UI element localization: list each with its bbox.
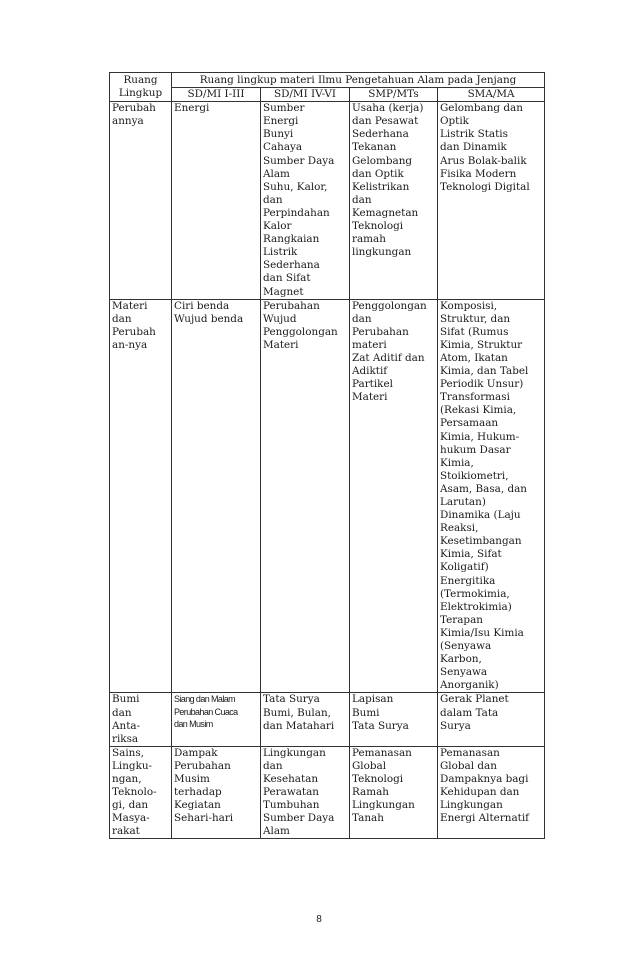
content-cell: Sumber Energi Bunyi Cahaya Sumber Daya Alam Suhu, Kalor, dan Perpindahan Kalor Rangkaian Listrik Sederhana dan Sifat Magnet: [261, 102, 350, 299]
content-cell: Siang dan Malam Perubahan Cuaca dan Musim: [172, 693, 261, 746]
content-cell: Energi: [172, 102, 261, 299]
content-cell: Dampak Perubahan Musim terhadap Kegiatan Sehari-hari: [172, 746, 261, 839]
content-cell: Penggolongan dan Perubahan materi Zat Aditif dan Adiktif Partikel Materi: [350, 299, 438, 693]
content-cell: Gerak Planet dalam Tata Surya: [438, 693, 545, 746]
scope-cell: Sains, Lingku- ngan, Teknolo- gi, dan Masya- rakat: [110, 746, 172, 839]
scope-cell: Perubah annya: [110, 102, 172, 299]
content-cell: Tata Surya Bumi, Bulan, dan Matahari: [261, 693, 350, 746]
scope-cell: Bumi dan Anta- riksa: [110, 693, 172, 746]
header-level-sd-1-3: SD/MI I-III: [172, 88, 261, 102]
header-scope: Ruang Lingkup: [110, 73, 172, 102]
content-cell: Lingkungan dan Kesehatan Perawatan Tumbuhan Sumber Daya Alam: [261, 746, 350, 839]
table-row: [110, 299, 545, 693]
content-cell: Pemanasan Global dan Dampaknya bagi Kehidupan dan Lingkungan Energi Alternatif: [438, 746, 545, 839]
content-cell: Usaha (kerja) dan Pesawat Sederhana Tekanan Gelombang dan Optik Kelistrikan dan Kemagnetan Teknologi ramah lingkungan: [350, 102, 438, 299]
curriculum-scope-table: [109, 72, 545, 839]
content-cell: Komposisi, Struktur, dan Sifat (Rumus Kimia, Struktur Atom, Ikatan Kimia, dan Tabel Periodik Unsur) Transformasi (Rekasi Kimia, Persamaan Kimia, Hukum- hukum Dasar Kimia, Stoikiometri, Asam, Basa, dan Larutan) Dinamika (Laju Reaksi, Kesetimbangan Kimia, Sifat Koligatif) Energitika (Termokimia, Elektrokimia) Terapan Kimia/Isu Kimia (Senyawa Karbon, Senyawa Anorganik): [438, 299, 545, 693]
table-row: [110, 746, 545, 839]
table-row: [110, 102, 545, 299]
content-cell: Lapisan Bumi Tata Surya: [350, 693, 438, 746]
table-row: [110, 693, 545, 746]
content-cell: Gelombang dan Optik Listrik Statis dan Dinamik Arus Bolak-balik Fisika Modern Teknologi Digital: [438, 102, 545, 299]
page-number: 8: [316, 914, 322, 925]
table-header-row: [110, 73, 545, 88]
header-level-sma: SMA/MA: [438, 88, 545, 102]
header-span-title: Ruang lingkup materi Ilmu Pengetahuan Alam pada Jenjang: [172, 73, 545, 88]
header-level-smp: SMP/MTs: [350, 88, 438, 102]
content-cell: Perubahan Wujud Penggolongan Materi: [261, 299, 350, 693]
table-level-row: [110, 88, 545, 102]
content-cell: Ciri benda Wujud benda: [172, 299, 261, 693]
header-level-sd-4-6: SD/MI IV-VI: [261, 88, 350, 102]
content-cell: Pemanasan Global Teknologi Ramah Lingkungan Tanah: [350, 746, 438, 839]
scope-cell: Materi dan Perubah an-nya: [110, 299, 172, 693]
